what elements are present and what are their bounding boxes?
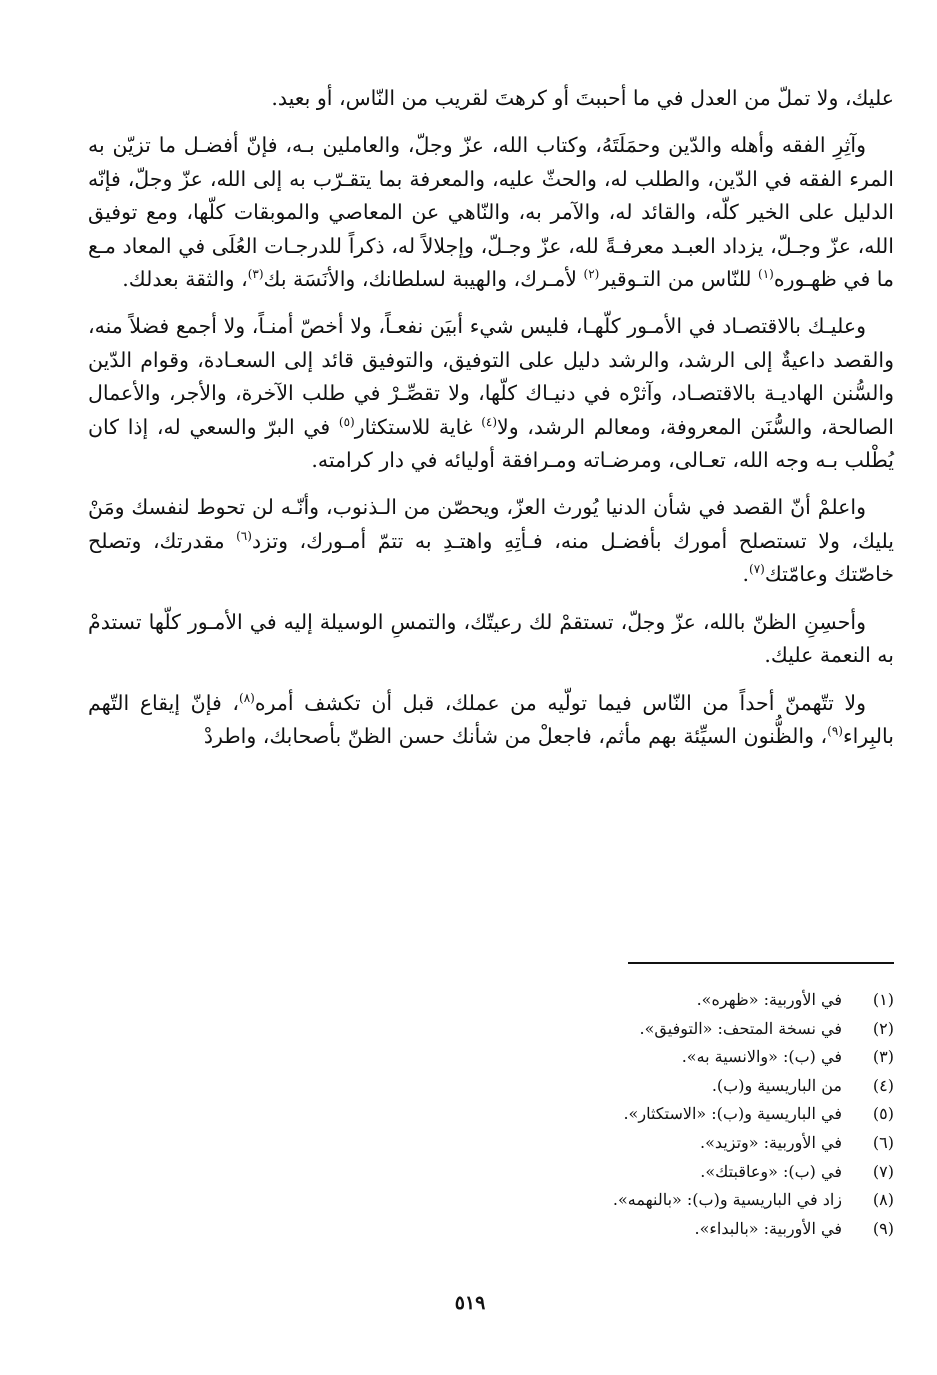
footnote-text: في الأوربية: «وتزيد». — [700, 1132, 842, 1152]
paragraph-text: مقدرتك، وتصلح خاصّتك وعامّتك — [88, 528, 894, 587]
paragraph-text: ، فإنّ إيقاع التّهم بالبِراء — [88, 690, 894, 748]
footnote-marker: (٣) — [247, 267, 264, 282]
footnote-marker: (٧) — [749, 562, 765, 577]
paragraph — [88, 129, 894, 296]
footnote — [194, 1072, 894, 1101]
paragraph-text: ، والظُّنون السيِّئة بهم مأثم، فاجعلْ من شأنك حسن الظنّ بأصحابك، واطردْ — [203, 723, 828, 748]
footnote-marker: (٨) — [239, 690, 255, 705]
paragraph-text: غاية للاستكثار — [354, 414, 482, 439]
footnote-number: (٢) — [872, 1018, 894, 1038]
paragraph — [88, 82, 894, 115]
footnote-text: في الأوربية: «ظهره». — [696, 990, 842, 1009]
page-number: ٥١٩ — [454, 1292, 486, 1314]
main-text — [88, 82, 894, 767]
footnote-text: في نسخة المتحف: «التوفيق». — [639, 1018, 842, 1038]
footnote-number: (١) — [872, 990, 894, 1009]
footnote-text: زاد في الباريسية و(ب): «بالنهمه». — [612, 1190, 842, 1210]
footnote-number: (٣) — [872, 1047, 894, 1067]
footnote-number: (٩) — [872, 1218, 894, 1238]
paragraph-text: وعليـك بالاقتصـاد في الأمـور كلّهـا، فليس شيء أبيَن نفعـاً، ولا أخصّ أمنـاً، ولا أجمع فضلاً منه، والقصد داعيةٌ إلى الرشد، والرشد دليل على التوفيق، والتوفيق قائد إلى السعـادة، وقوام الدّين والسُّنن الهاديـة بالاقتصـاد، وآثرْه في دنيـاك كلّها، ولا تقصِّـرْ في طلب الآخرة، والأجر، والأعمال الصالحة، والسُّنَن المعروفة، ومعالم الرشد، ولا — [88, 314, 894, 439]
paragraph-text: وأحسِنِ الظنّ بالله، عزّ وجلّ، تستقمْ لك رعيتّك، والتمسِ الوسيلة إليه في الأمـور كلّها تستدمْ به النعمة عليك. — [88, 609, 894, 668]
paragraph-text: لأمـرك، والهيبة لسلطانك، والأنَسَة بك — [263, 267, 584, 292]
footnote — [194, 1129, 894, 1158]
footnote — [194, 1158, 894, 1187]
paragraph-text: للنّاس من التـوقير — [599, 267, 759, 292]
footnote-text: في (ب): «والانسية به». — [681, 1047, 842, 1067]
paragraph-text: وآثِرِ الفقه وأهله والدّين وحمَلَتَهُ، وكتاب الله، عزّ وجلّ، والعاملين بـه، فإنّ أفضـل ما تزيّن به المرء الفقه في الدّين، والطلب له، والحثّ عليه، والمعرفة بما يتقـرّب به إلى الله، عزّ وجلّ، فإنّه الدليل على الخير كلّه، والقائد له، والآمر به، والنّاهي عن المعاصي والموبقات كلّها، ومع توفيق الله، عزّ وجـلّ، يزداد العبـد معرفـةً لله، عزّ وجـلّ، وإجلالاً له، ذكراً للدرجـات العُلَى في المعاد مـع ما في ظهـوره — [88, 133, 894, 292]
paragraph-text: ، والثقة بعدلك. — [122, 267, 248, 292]
footnote-separator — [628, 962, 894, 964]
footnote — [194, 986, 894, 1015]
footnote-text: من الباريسية و(ب). — [711, 1075, 842, 1095]
footnote-marker: (١) — [758, 267, 774, 282]
footnote — [194, 1043, 894, 1072]
footnote-text: في الأوربية: «بالبداء». — [694, 1218, 842, 1238]
footnote-text: في (ب): «وعاقبتك». — [700, 1161, 842, 1181]
footnote-number: (٨) — [872, 1190, 894, 1210]
footnote-text: في الباريسية و(ب): «الاستكثار». — [623, 1104, 842, 1124]
paragraph — [88, 310, 894, 477]
footnotes — [194, 986, 894, 1243]
paragraph-text: واعلمْ أنّ القصد في شأن الدنيا يُورث العزّ، ويحصّن من الـذنوب، وأنّـه لن تحوط لنفسك ومَنْ يليك، ولا تستصلح أمورك بأفضـل منه، فـأتِهِ واهتـدِ به تتمّ أمـورك، وتزد — [88, 495, 894, 553]
paragraph — [88, 491, 894, 591]
footnote — [194, 1215, 894, 1244]
footnote-marker: (٥) — [338, 414, 355, 429]
paragraph — [88, 687, 894, 754]
footnote-number: (٧) — [872, 1161, 894, 1181]
paragraph-text: ولا تتّهمنّ أحداً من النّاس فيما تولّيه من عملك، قبل أن تكشف أمره — [254, 690, 866, 715]
footnote — [194, 1015, 894, 1044]
footnote-marker: (٩) — [827, 724, 843, 739]
paragraph-text: في البرّ والسعي له، إذا كان يُطْلب بـه وجه الله، تعـالى، ومرضـاته ومـرافقة أوليائه في دار كرامته. — [88, 414, 894, 473]
footnote-marker: (٦) — [236, 529, 252, 544]
footnote — [194, 1186, 894, 1215]
paragraph-text: . — [742, 562, 750, 587]
footnote-number: (٤) — [872, 1075, 894, 1095]
footnote-marker: (٢) — [583, 267, 600, 282]
footnote-number: (٦) — [872, 1132, 894, 1152]
footnote-number: (٥) — [872, 1104, 894, 1124]
footnote — [194, 1100, 894, 1129]
paragraph — [88, 606, 894, 673]
footnote-marker: (٤) — [481, 414, 498, 429]
paragraph-text: عليك، ولا تملّ من العدل في ما أحببتَ أو كرهتَ لقريب من النّاس، أو بعيد. — [271, 86, 894, 110]
